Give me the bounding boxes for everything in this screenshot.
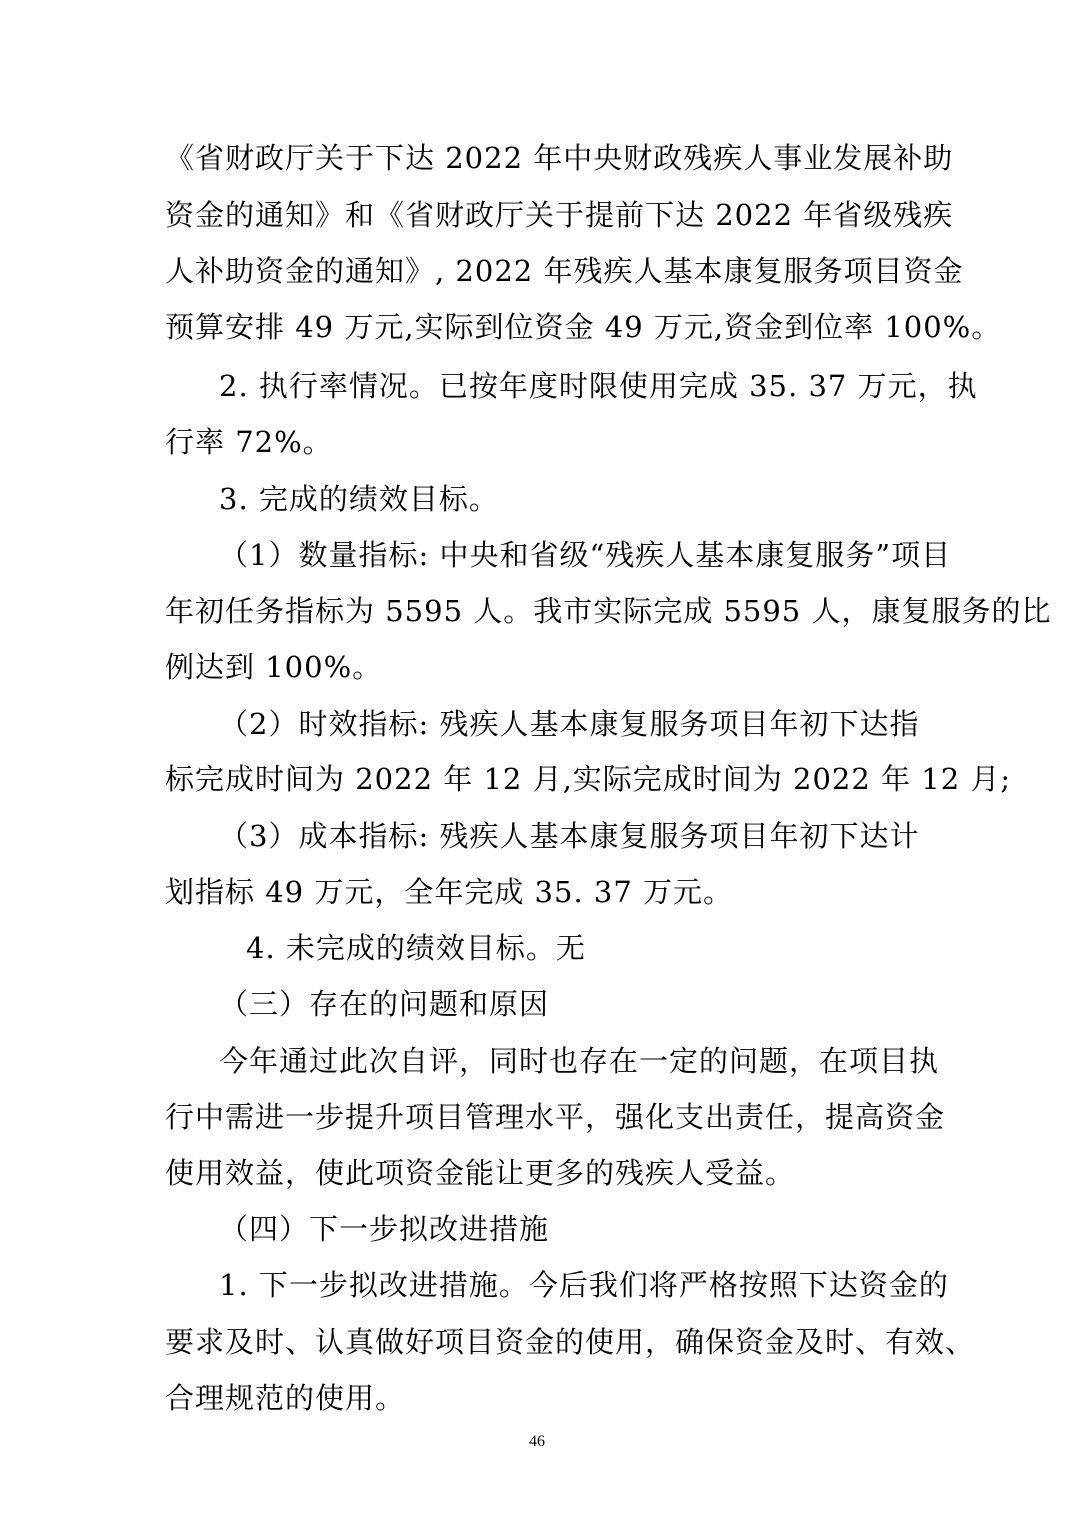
body-text-line: 标完成时间为 2022 年 12 月,实际完成时间为 2022 年 12 月; [165,762,1012,796]
section-heading: （四）下一步拟改进措施 [219,1212,550,1246]
body-text-line: 例达到 100%。 [165,650,383,684]
body-text-line: 划指标 49 万元，全年完成 35. 37 万元。 [165,875,734,909]
body-text-line: （2）时效指标: 残疾人基本康复服务项目年初下达指 [219,707,920,741]
body-text-line: 2. 执行率情况。已按年度时限使用完成 35. 37 万元，执 [219,369,978,403]
section-heading: （三）存在的问题和原因 [219,987,550,1021]
body-text-line: 1. 下一步拟改进措施。今后我们将严格按照下达资金的 [219,1268,949,1302]
body-text-line: 《省财政厅关于下达 2022 年中央财政残疾人事业发展补助 [165,141,954,175]
body-text-line: 年初任务指标为 5595 人。我市实际完成 5595 人，康复服务的比 [165,594,1052,628]
body-text-line: 行中需进一步提升项目管理水平，强化支出责任，提高资金 [165,1100,946,1134]
body-text-line: （1）数量指标: 中央和省级“残疾人基本康复服务”项目 [219,538,952,572]
body-text-line: 今年通过此次自评，同时也存在一定的问题，在项目执 [219,1044,940,1078]
body-text-line: 行率 72%。 [165,425,333,459]
body-text-line: 使用效益，使此项资金能让更多的残疾人受益。 [165,1156,796,1190]
page-number: 46 [529,1433,545,1450]
body-text-line: 3. 完成的绩效目标。 [219,482,499,516]
body-text-line: 人补助资金的通知》, 2022 年残疾人基本康复服务项目资金 [165,254,964,288]
body-text-line: 4. 未完成的绩效目标。无 [246,931,586,965]
body-text-line: 合理规范的使用。 [165,1381,406,1415]
body-text-line: （3）成本指标: 残疾人基本康复服务项目年初下达计 [219,819,920,853]
body-text-line: 要求及时、认真做好项目资金的使用，确保资金及时、有效、 [165,1325,976,1359]
body-text-line: 资金的通知》和《省财政厅关于提前下达 2022 年省级残疾 [165,198,954,232]
body-text-line: 预算安排 49 万元,实际到位资金 49 万元,资金到位率 100%。 [165,310,1002,344]
